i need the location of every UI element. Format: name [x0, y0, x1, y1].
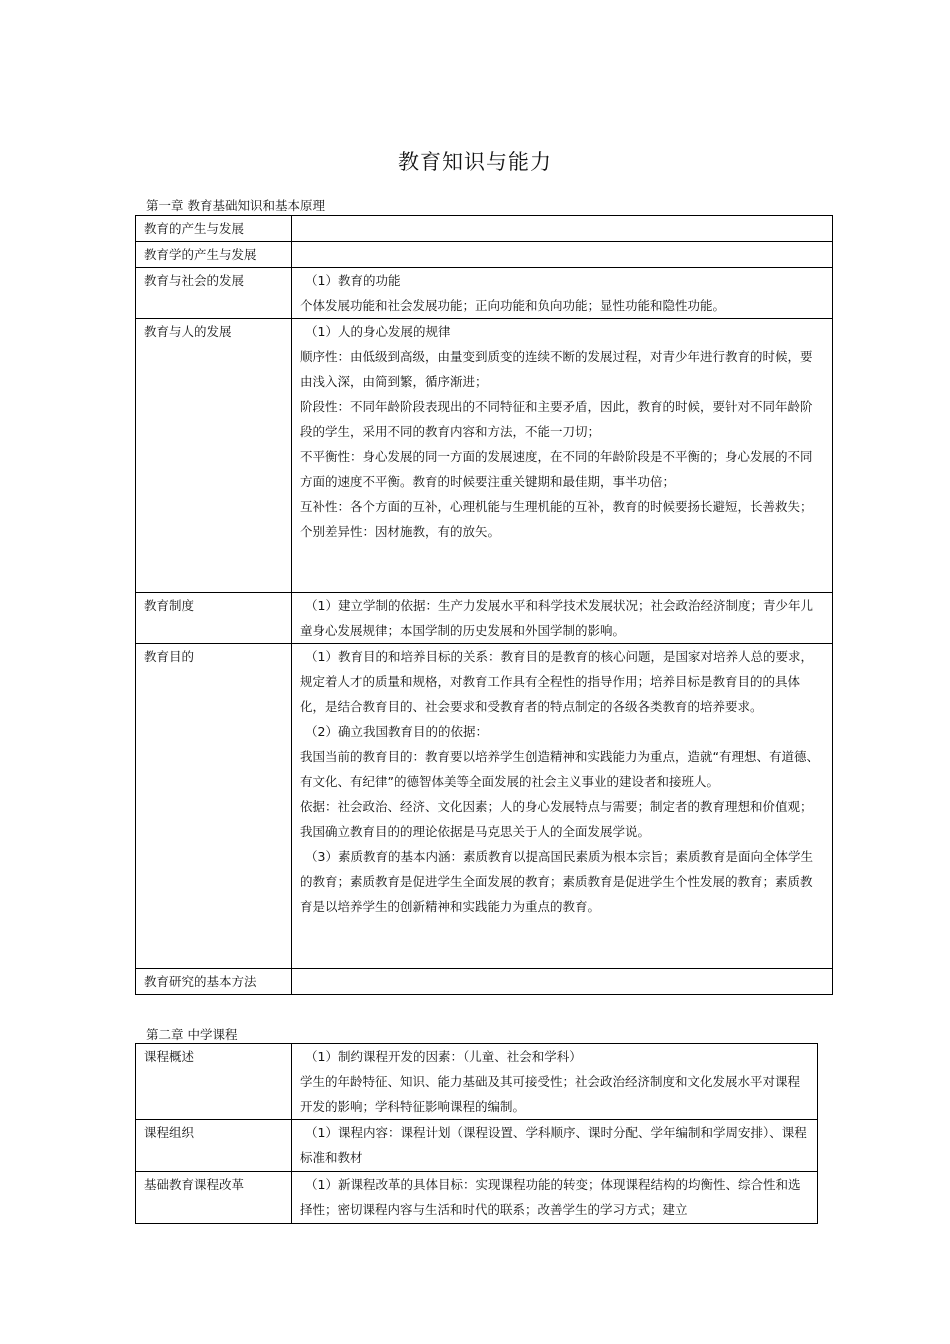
row-key: 基础教育课程改革: [136, 1172, 292, 1224]
table-row: [136, 319, 833, 593]
row-value: [292, 216, 833, 242]
row-value: [292, 242, 833, 268]
row-line: 顺序性：由低级到高级，由量变到质变的连续不断的发展过程，对青少年进行教育的时候，要由浅入深，由简到繁，循序渐进；: [300, 349, 813, 389]
row-line: 互补性：各个方面的互补，心理机能与生理机能的互补，教育的时候要扬长避短，长善救失；: [300, 499, 813, 514]
row-key: 教育制度: [136, 593, 292, 644]
row-line: （1）新课程改革的具体目标：实现课程功能的转变；体现课程结构的均衡性、综合性和选择性；密切课程内容与生活和时代的联系；改善学生的学习方式；建立: [300, 1177, 801, 1217]
row-line: （2）确立我国教育目的的依据：: [305, 724, 488, 739]
page-title: 教育知识与能力: [398, 150, 552, 174]
row-line: 个别差异性：因材施教，有的放矢。: [300, 524, 501, 539]
row-key: 课程组织: [136, 1120, 292, 1172]
row-value: [292, 319, 833, 593]
row-line: 不平衡性：身心发展的同一方面的发展速度，在不同的年龄阶段是不平衡的；身心发展的不同方面的速度不平衡。教育的时候要注重关键期和最佳期，事半功倍；: [300, 449, 813, 489]
table-row: [136, 969, 833, 995]
chapter-2-heading: 第二章 中学课程: [146, 1027, 238, 1042]
table-row: [136, 1120, 818, 1172]
table-row: [136, 242, 833, 268]
row-value: [292, 969, 833, 995]
row-line: （1）课程内容：课程计划（课程设置、学科顺序、课时分配、学年编制和学周安排）、课程标准和教材: [300, 1125, 807, 1165]
row-key: 课程概述: [136, 1044, 292, 1120]
row-line: （1）制约课程开发的因素：（儿童、社会和学科）: [305, 1049, 582, 1064]
row-key: 教育目的: [136, 644, 292, 969]
row-key: 教育研究的基本方法: [136, 969, 292, 995]
row-line: 学生的年龄特征、知识、能力基础及其可接受性；社会政治经济制度和文化发展水平对课程开发的影响；学科特征影响课程的编制。: [300, 1074, 801, 1114]
chapter-2-table: [135, 1043, 818, 1224]
row-value: [292, 1120, 818, 1172]
table-row: [136, 1172, 818, 1224]
row-key: 教育与人的发展: [136, 319, 292, 593]
row-key: 教育与社会的发展: [136, 268, 292, 319]
row-line: 依据：社会政治、经济、文化因素；人的身心发展特点与需要；制定者的教育理想和价值观；我国确立教育目的的理论依据是马克思关于人的全面发展学说。: [300, 799, 813, 839]
row-line: 阶段性：不同年龄阶段表现出的不同特征和主要矛盾，因此，教育的时候，要针对不同年龄阶段的学生，采用不同的教育内容和方法，不能一刀切；: [300, 399, 813, 439]
chapter-1-heading: 第一章 教育基础知识和基本原理: [146, 198, 325, 213]
row-line: 我国当前的教育目的：教育要以培养学生创造精神和实践能力为重点，造就“有理想、有道德、有文化、有纪律”的德智体美等全面发展的社会主义事业的建设者和接班人。: [300, 749, 819, 789]
table-row: [136, 644, 833, 969]
row-line: （1）教育目的和培养目标的关系：教育目的是教育的核心问题，是国家对培养人总的要求，规定着人才的质量和规格，对教育工作具有全程性的指导作用；培养目标是教育目的的具体化，是结合教育目的、社会要求和受教育者的特点制定的各级各类教育的培养要求。: [300, 649, 813, 714]
row-line: 个体发展功能和社会发展功能；正向功能和负向功能；显性功能和隐性功能。: [300, 298, 726, 313]
row-line: （1）建立学制的依据：生产力发展水平和科学技术发展状况；社会政治经济制度；青少年儿童身心发展规律；本国学制的历史发展和外国学制的影响。: [300, 598, 813, 638]
row-key: 教育学的产生与发展: [136, 242, 292, 268]
table-row: [136, 268, 833, 319]
row-key: 教育的产生与发展: [136, 216, 292, 242]
row-value: [292, 268, 833, 319]
row-line: （1）人的身心发展的规律: [305, 324, 451, 339]
table-row: [136, 593, 833, 644]
table-row: [136, 1044, 818, 1120]
row-value: [292, 593, 833, 644]
chapter-1-table: [135, 215, 833, 995]
row-value: [292, 1172, 818, 1224]
row-line: （1）教育的功能: [305, 273, 401, 288]
row-line: （3）素质教育的基本内涵：素质教育以提高国民素质为根本宗旨；素质教育是面向全体学生的教育；素质教育是促进学生全面发展的教育；素质教育是促进学生个性发展的教育；素质教育是以培养学生的创新精神和实践能力为重点的教育。: [300, 849, 813, 914]
row-value: [292, 644, 833, 969]
table-row: [136, 216, 833, 242]
row-value: [292, 1044, 818, 1120]
